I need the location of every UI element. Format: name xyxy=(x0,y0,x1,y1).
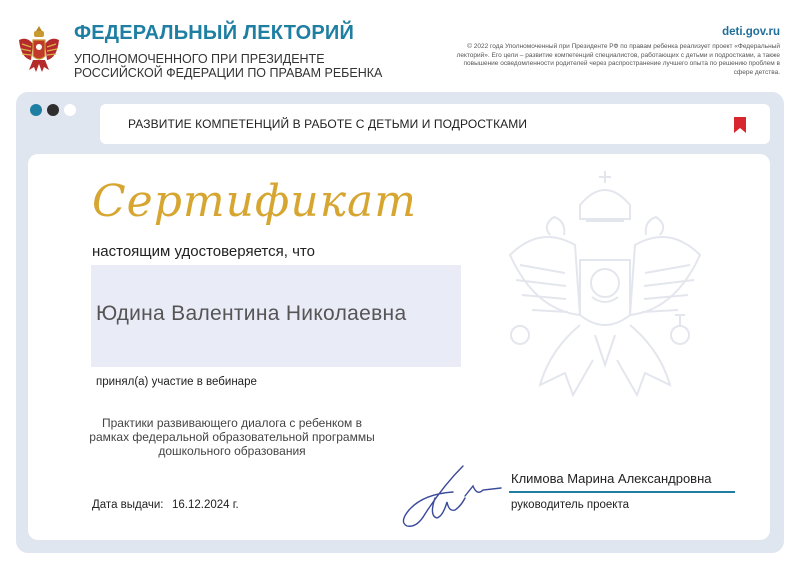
signatory-name: Климова Марина Александровна xyxy=(511,471,712,486)
recipient-name: Юдина Валентина Николаевна xyxy=(96,302,407,325)
coat-of-arms-icon xyxy=(16,22,62,76)
brand-subtitle xyxy=(74,52,382,80)
participation-text: принял(а) участие в вебинаре xyxy=(96,376,257,388)
window-dot-white xyxy=(64,104,76,116)
brand-title: ФЕДЕРАЛЬНЫЙ ЛЕКТОРИЙ xyxy=(74,22,355,44)
webinar-title-line: рамках федеральной образовательной программы xyxy=(89,430,375,444)
site-link[interactable]: deti.gov.ru xyxy=(722,26,780,38)
certifies-text: настоящим удостоверяется, что xyxy=(92,243,315,260)
certificate-title: Сертификат xyxy=(92,176,417,227)
window-dot-dark xyxy=(47,104,59,116)
brand-subtitle-line: РОССИЙСКОЙ ФЕДЕРАЦИИ ПО ПРАВАМ РЕБЕНКА xyxy=(74,66,383,80)
double-headed-eagle-icon xyxy=(480,165,730,415)
signature-line xyxy=(509,491,735,493)
issue-date-value: 16.12.2024 г. xyxy=(172,499,239,511)
brand-subtitle-line: УПОЛНОМОЧЕННОГО ПРИ ПРЕЗИДЕНТЕ xyxy=(74,52,325,66)
window-dot-blue xyxy=(30,104,42,116)
issue-date-label: Дата выдачи: xyxy=(92,499,164,511)
project-notice: © 2022 года Уполномоченный при Президенте РФ по правам ребенка реализует проект «Федеральный лекторий». Его цели – развитие компетенций специалистов, работающих с детьми и подростками, а также повышение осведомленности родителей через распространение лучшего опыта по решению проблем в сфере детства. xyxy=(456,43,780,76)
webinar-title-line: дошкольного образования xyxy=(158,444,306,458)
signatory-role: руководитель проекта xyxy=(511,499,629,511)
signature-image xyxy=(395,460,505,532)
webinar-title xyxy=(82,416,382,458)
webinar-title-line: Практики развивающего диалога с ребенком в xyxy=(102,416,362,430)
program-title: РАЗВИТИЕ КОМПЕТЕНЦИЙ В РАБОТЕ С ДЕТЬМИ И ПОДРОСТКАМИ xyxy=(128,117,528,131)
bookmark-icon xyxy=(733,116,747,134)
